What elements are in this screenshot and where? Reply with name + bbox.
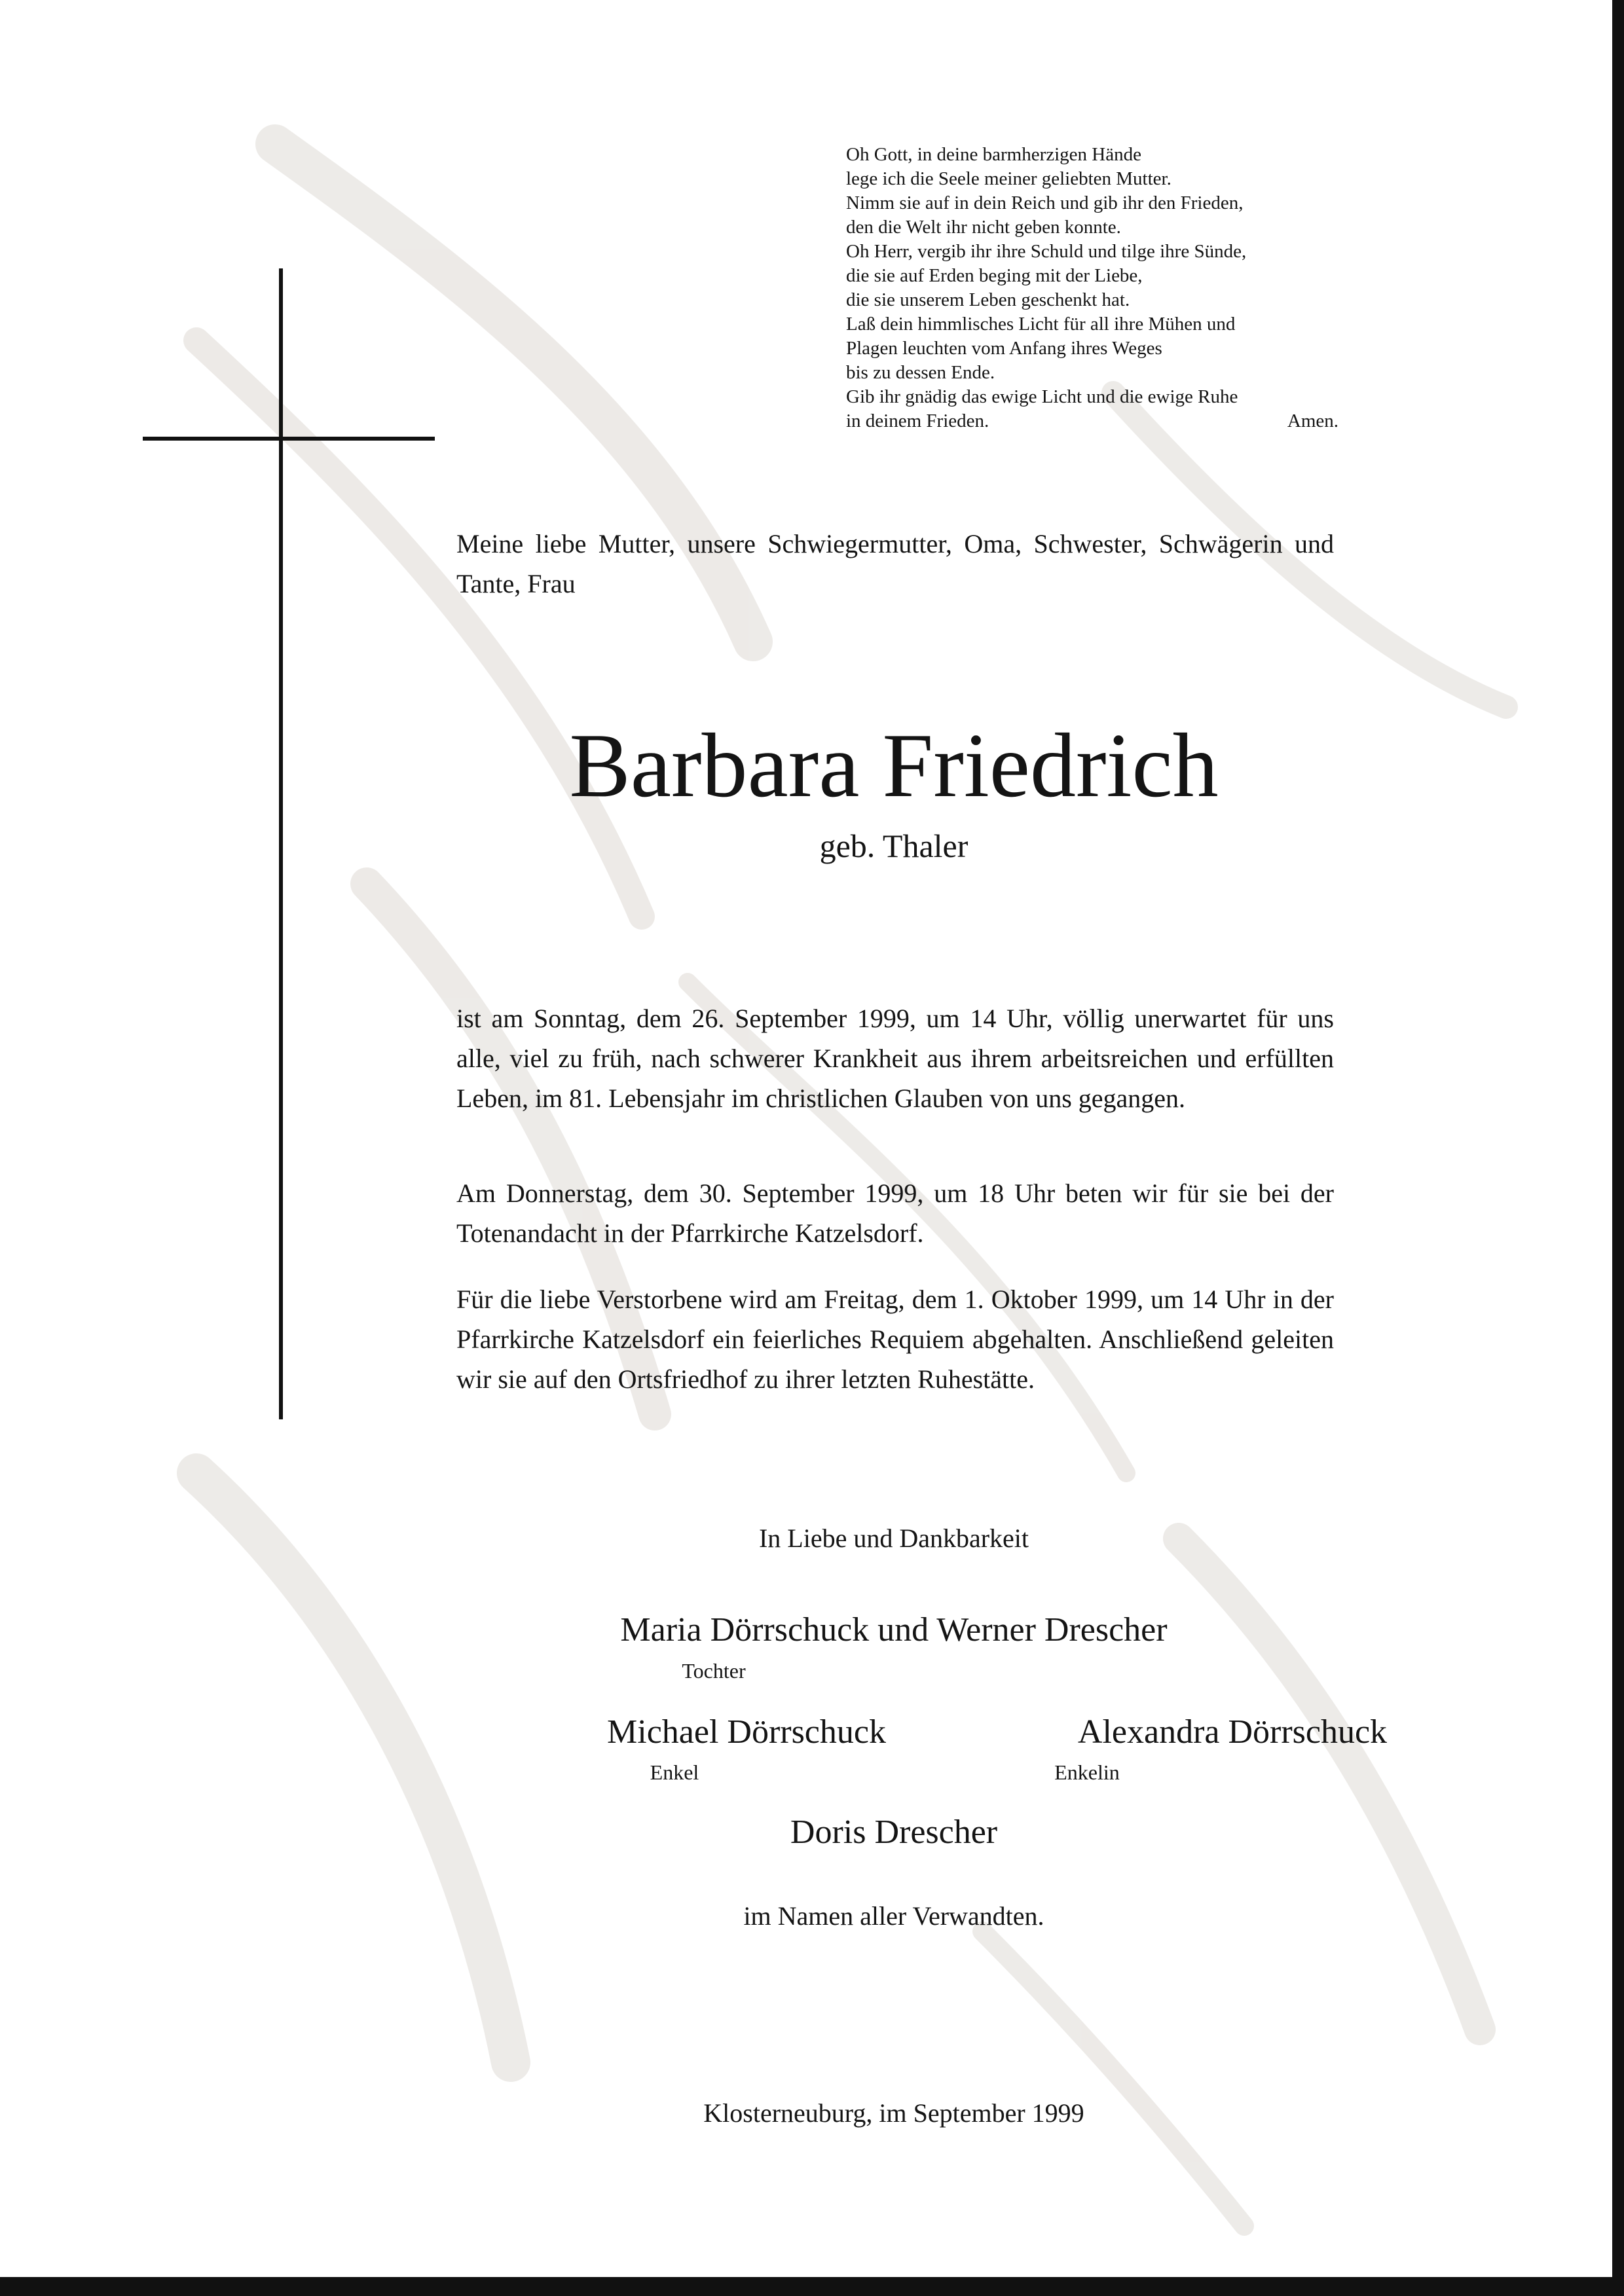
mourner-grandson-role: Enkel: [650, 1760, 699, 1784]
prayer-line: Plagen leuchten vom Anfang ihres Weges: [846, 338, 1162, 359]
mourner-other-name: Doris Drescher: [790, 1813, 998, 1851]
prayer-amen: Amen.: [1287, 410, 1338, 431]
requiem-paragraph: Für die liebe Verstorbene wird am Freitag, dem 1. Oktober 1999, um 14 Uhr in der Pfarrkirche Katzelsdorf ein feierliches Requiem abgehalten. Anschließend geleiten wir sie auf den Ortsfriedhof zu ihrer letzten Ruhestätte.: [456, 1285, 1334, 1394]
scan-border-right: [1612, 0, 1624, 2296]
prayer-line: Oh Gott, in deine barmherzigen Hände: [846, 144, 1141, 165]
scan-border-bottom: [0, 2277, 1624, 2296]
closing-phrase: In Liebe und Dankbarkeit: [758, 1523, 1029, 1553]
prayer-line: die sie unserem Leben geschenkt hat.: [846, 289, 1130, 310]
prayer-line: Gib ihr gnädig das ewige Licht und die ewige Ruhe: [846, 386, 1238, 407]
vigil-paragraph: Am Donnerstag, dem 30. September 1999, um 18 Uhr beten wir für sie bei der Totenandacht in der Pfarrkirche Katzelsdorf.: [456, 1178, 1334, 1248]
prayer-line: den die Welt ihr nicht geben konnte.: [846, 217, 1121, 238]
cross-horizontal-bar: [143, 437, 435, 441]
mourner-daughter-role: Tochter: [682, 1659, 746, 1683]
place-date: Klosterneuburg, im September 1999: [703, 2098, 1084, 2128]
mourner-grandson-name: Michael Dörrschuck: [607, 1713, 886, 1751]
prayer-line: bis zu dessen Ende.: [846, 362, 995, 383]
prayer-line: lege ich die Seele meiner geliebten Mutter.: [846, 168, 1172, 189]
deceased-name: Barbara Friedrich: [569, 715, 1219, 816]
birth-name: geb. Thaler: [819, 828, 969, 864]
mourner-granddaughter-role: Enkelin: [1054, 1760, 1120, 1784]
mourner-daughter-name: Maria Dörrschuck und Werner Drescher: [620, 1611, 1168, 1649]
intro-text: Meine liebe Mutter, unsere Schwiegermutter, Oma, Schwester, Schwägerin und Tante, Frau: [456, 529, 1334, 598]
prayer-line: Nimm sie auf in dein Reich und gib ihr den Frieden,: [846, 192, 1244, 213]
death-paragraph: ist am Sonntag, dem 26. September 1999, um 14 Uhr, völlig unerwartet für uns alle, viel zu früh, nach schwerer Krankheit aus ihrem arbeitsreichen und erfüllten Leben, im 81. Lebensjahr im christlichen Glauben von uns gegangen.: [456, 1004, 1334, 1113]
prayer-last-line: in deinem Frieden.: [846, 410, 989, 431]
prayer-closing-row: [846, 409, 1338, 433]
family-note: im Namen aller Verwandten.: [743, 1901, 1044, 1931]
prayer-text: [846, 143, 1338, 433]
prayer-line: die sie auf Erden beging mit der Liebe,: [846, 265, 1143, 286]
mourner-granddaughter-name: Alexandra Dörrschuck: [1077, 1713, 1388, 1751]
prayer-line: Oh Herr, vergib ihr ihre Schuld und tilge ihre Sünde,: [846, 241, 1247, 262]
prayer-line: Laß dein himmlisches Licht für all ihre Mühen und: [846, 314, 1236, 335]
